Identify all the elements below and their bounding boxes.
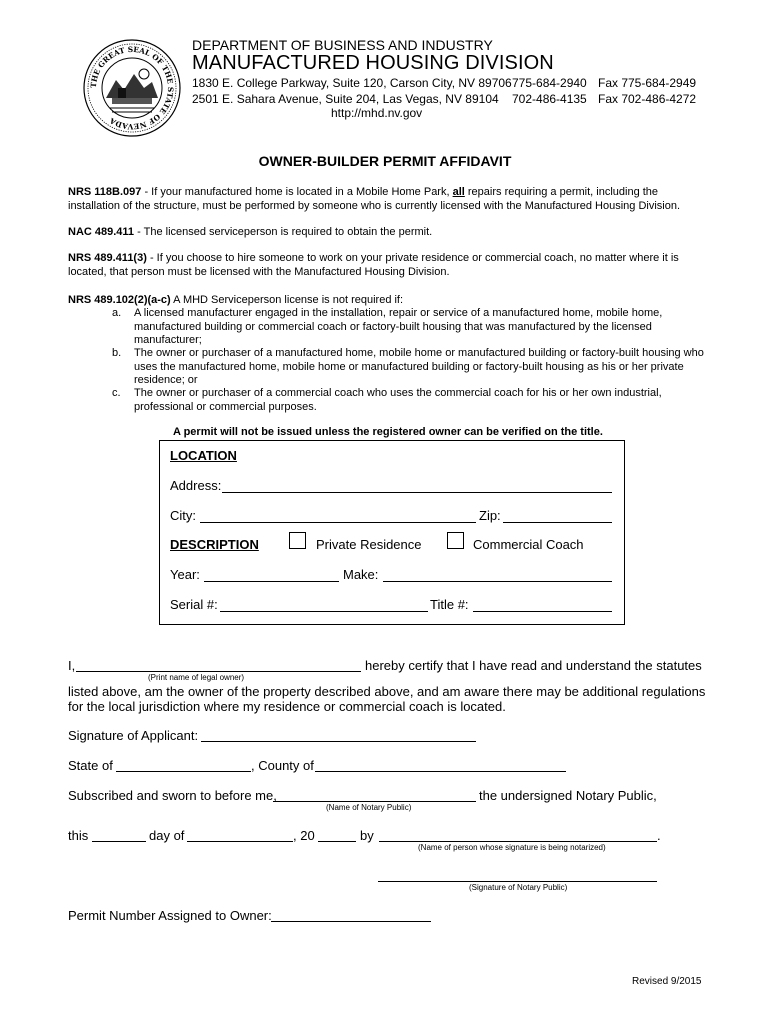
title-number-field[interactable] <box>473 611 612 612</box>
address-field[interactable] <box>222 492 612 493</box>
private-residence-checkbox[interactable] <box>289 532 306 549</box>
nac-489-411-paragraph: NAC 489.411 - The licensed serviceperson is required to obtain the permit. <box>68 226 433 238</box>
location-heading: LOCATION <box>170 448 237 463</box>
print-name-hint: (Print name of legal owner) <box>148 673 245 682</box>
all-emphasis: all <box>452 186 465 198</box>
notarized-person-field[interactable] <box>379 841 657 842</box>
nrs-118b-paragraph: NRS 118B.097 - If your manufactured home is located in a Mobile Home Park, all repairs requiring a permit, including the installation of the structure, must be performed by someone who is currently licensed with the Manufactured Housing Division. <box>68 186 681 212</box>
vegas-fax: Fax 702-486-4272 <box>598 92 697 106</box>
year-prefix: , 20 <box>293 828 315 843</box>
year-suffix-field[interactable] <box>318 841 356 842</box>
zip-label: Zip: <box>479 508 501 523</box>
carson-fax: Fax 775-684-2949 <box>598 76 697 90</box>
vegas-phone: 702-486-4135 <box>512 92 587 106</box>
day-of-label: day of <box>149 828 185 843</box>
location-description-box <box>159 440 625 625</box>
state-label: State of <box>68 758 113 773</box>
address-label: Address: <box>170 478 222 493</box>
certify-line-2: listed above, am the owner of the property described above, and am aware there may be additional regulations <box>68 684 706 699</box>
signature-label: Signature of Applicant: <box>68 728 199 743</box>
carson-address: 1830 E. College Parkway, Suite 120, Carson City, NV 89706 <box>192 76 512 90</box>
nrs-411-ref: NRS 489.411(3) <box>68 252 147 264</box>
notarized-person-hint: (Name of person whose signature is being notarized) <box>418 843 606 852</box>
subscribed-label: Subscribed and sworn to before me, <box>68 788 277 803</box>
end-period: . <box>657 828 661 843</box>
certify-line-3: for the local jurisdiction where my residence or commercial coach is located. <box>68 699 506 714</box>
state-field[interactable] <box>116 771 251 772</box>
this-label: this <box>68 828 89 843</box>
permit-number-label: Permit Number Assigned to Owner: <box>68 908 272 923</box>
carson-phone: 775-684-2940 <box>512 76 587 90</box>
website-link[interactable]: http://mhd.nv.gov <box>331 106 423 120</box>
city-field[interactable] <box>200 522 476 523</box>
notary-signature-hint: (Signature of Notary Public) <box>469 883 568 892</box>
by-label: by <box>360 828 374 843</box>
nrs-489-411-paragraph: NRS 489.411(3) - If you choose to hire someone to work on your private residence or commercial coach, no matter where it is located, that person must be licensed with the Manufactured Housing Division. <box>68 252 679 278</box>
applicant-signature-field[interactable] <box>201 741 476 742</box>
day-field[interactable] <box>92 841 146 842</box>
private-residence-label: Private Residence <box>316 537 422 552</box>
year-field[interactable] <box>204 581 339 582</box>
commercial-coach-checkbox[interactable] <box>447 532 464 549</box>
county-label: , County of <box>251 758 314 773</box>
undersigned-label: the undersigned Notary Public, <box>479 788 657 803</box>
notary-name-hint: (Name of Notary Public) <box>326 803 412 812</box>
revision-date: Revised 9/2015 <box>632 976 702 987</box>
nrs-102-ref: NRS 489.102(2)(a-c) <box>68 294 171 306</box>
legal-owner-name-field[interactable] <box>76 671 361 672</box>
title-number-label: Title #: <box>430 597 469 612</box>
verification-notice: A permit will not be issued unless the registered owner can be verified on the title. <box>173 426 603 438</box>
permit-number-field[interactable] <box>271 921 431 922</box>
division-name: MANUFACTURED HOUSING DIVISION <box>192 52 554 74</box>
i-label: I, <box>68 658 76 673</box>
notary-name-field[interactable] <box>273 801 476 802</box>
year-label: Year: <box>170 567 200 582</box>
make-label: Make: <box>343 567 379 582</box>
vegas-address: 2501 E. Sahara Avenue, Suite 204, Las Vegas, NV 89104 <box>192 92 499 106</box>
make-field[interactable] <box>383 581 612 582</box>
certify-text: hereby certify that I have read and understand the statutes <box>365 658 702 673</box>
commercial-coach-label: Commercial Coach <box>473 537 584 552</box>
month-field[interactable] <box>187 841 293 842</box>
description-heading: DESCRIPTION <box>170 537 259 552</box>
nrs-489-102-paragraph: NRS 489.102(2)(a-c) A MHD Serviceperson license is not required if: <box>68 294 404 306</box>
serial-label: Serial #: <box>170 597 218 612</box>
serial-field[interactable] <box>220 611 428 612</box>
nac-ref: NAC 489.411 <box>68 226 135 238</box>
nrs-118b-ref: NRS 118B.097 <box>68 186 142 198</box>
page-title: OWNER-BUILDER PERMIT AFFIDAVIT <box>258 153 512 169</box>
state-seal-logo <box>82 38 182 138</box>
city-label: City: <box>170 508 196 523</box>
county-field[interactable] <box>315 771 566 772</box>
zip-field[interactable] <box>503 522 612 523</box>
department-name: DEPARTMENT OF BUSINESS AND INDUSTRY <box>192 37 493 53</box>
notary-signature-field[interactable] <box>378 881 657 882</box>
seal-text: THE GREAT SEAL OF THE STATE OF NEVADA <box>88 44 176 132</box>
